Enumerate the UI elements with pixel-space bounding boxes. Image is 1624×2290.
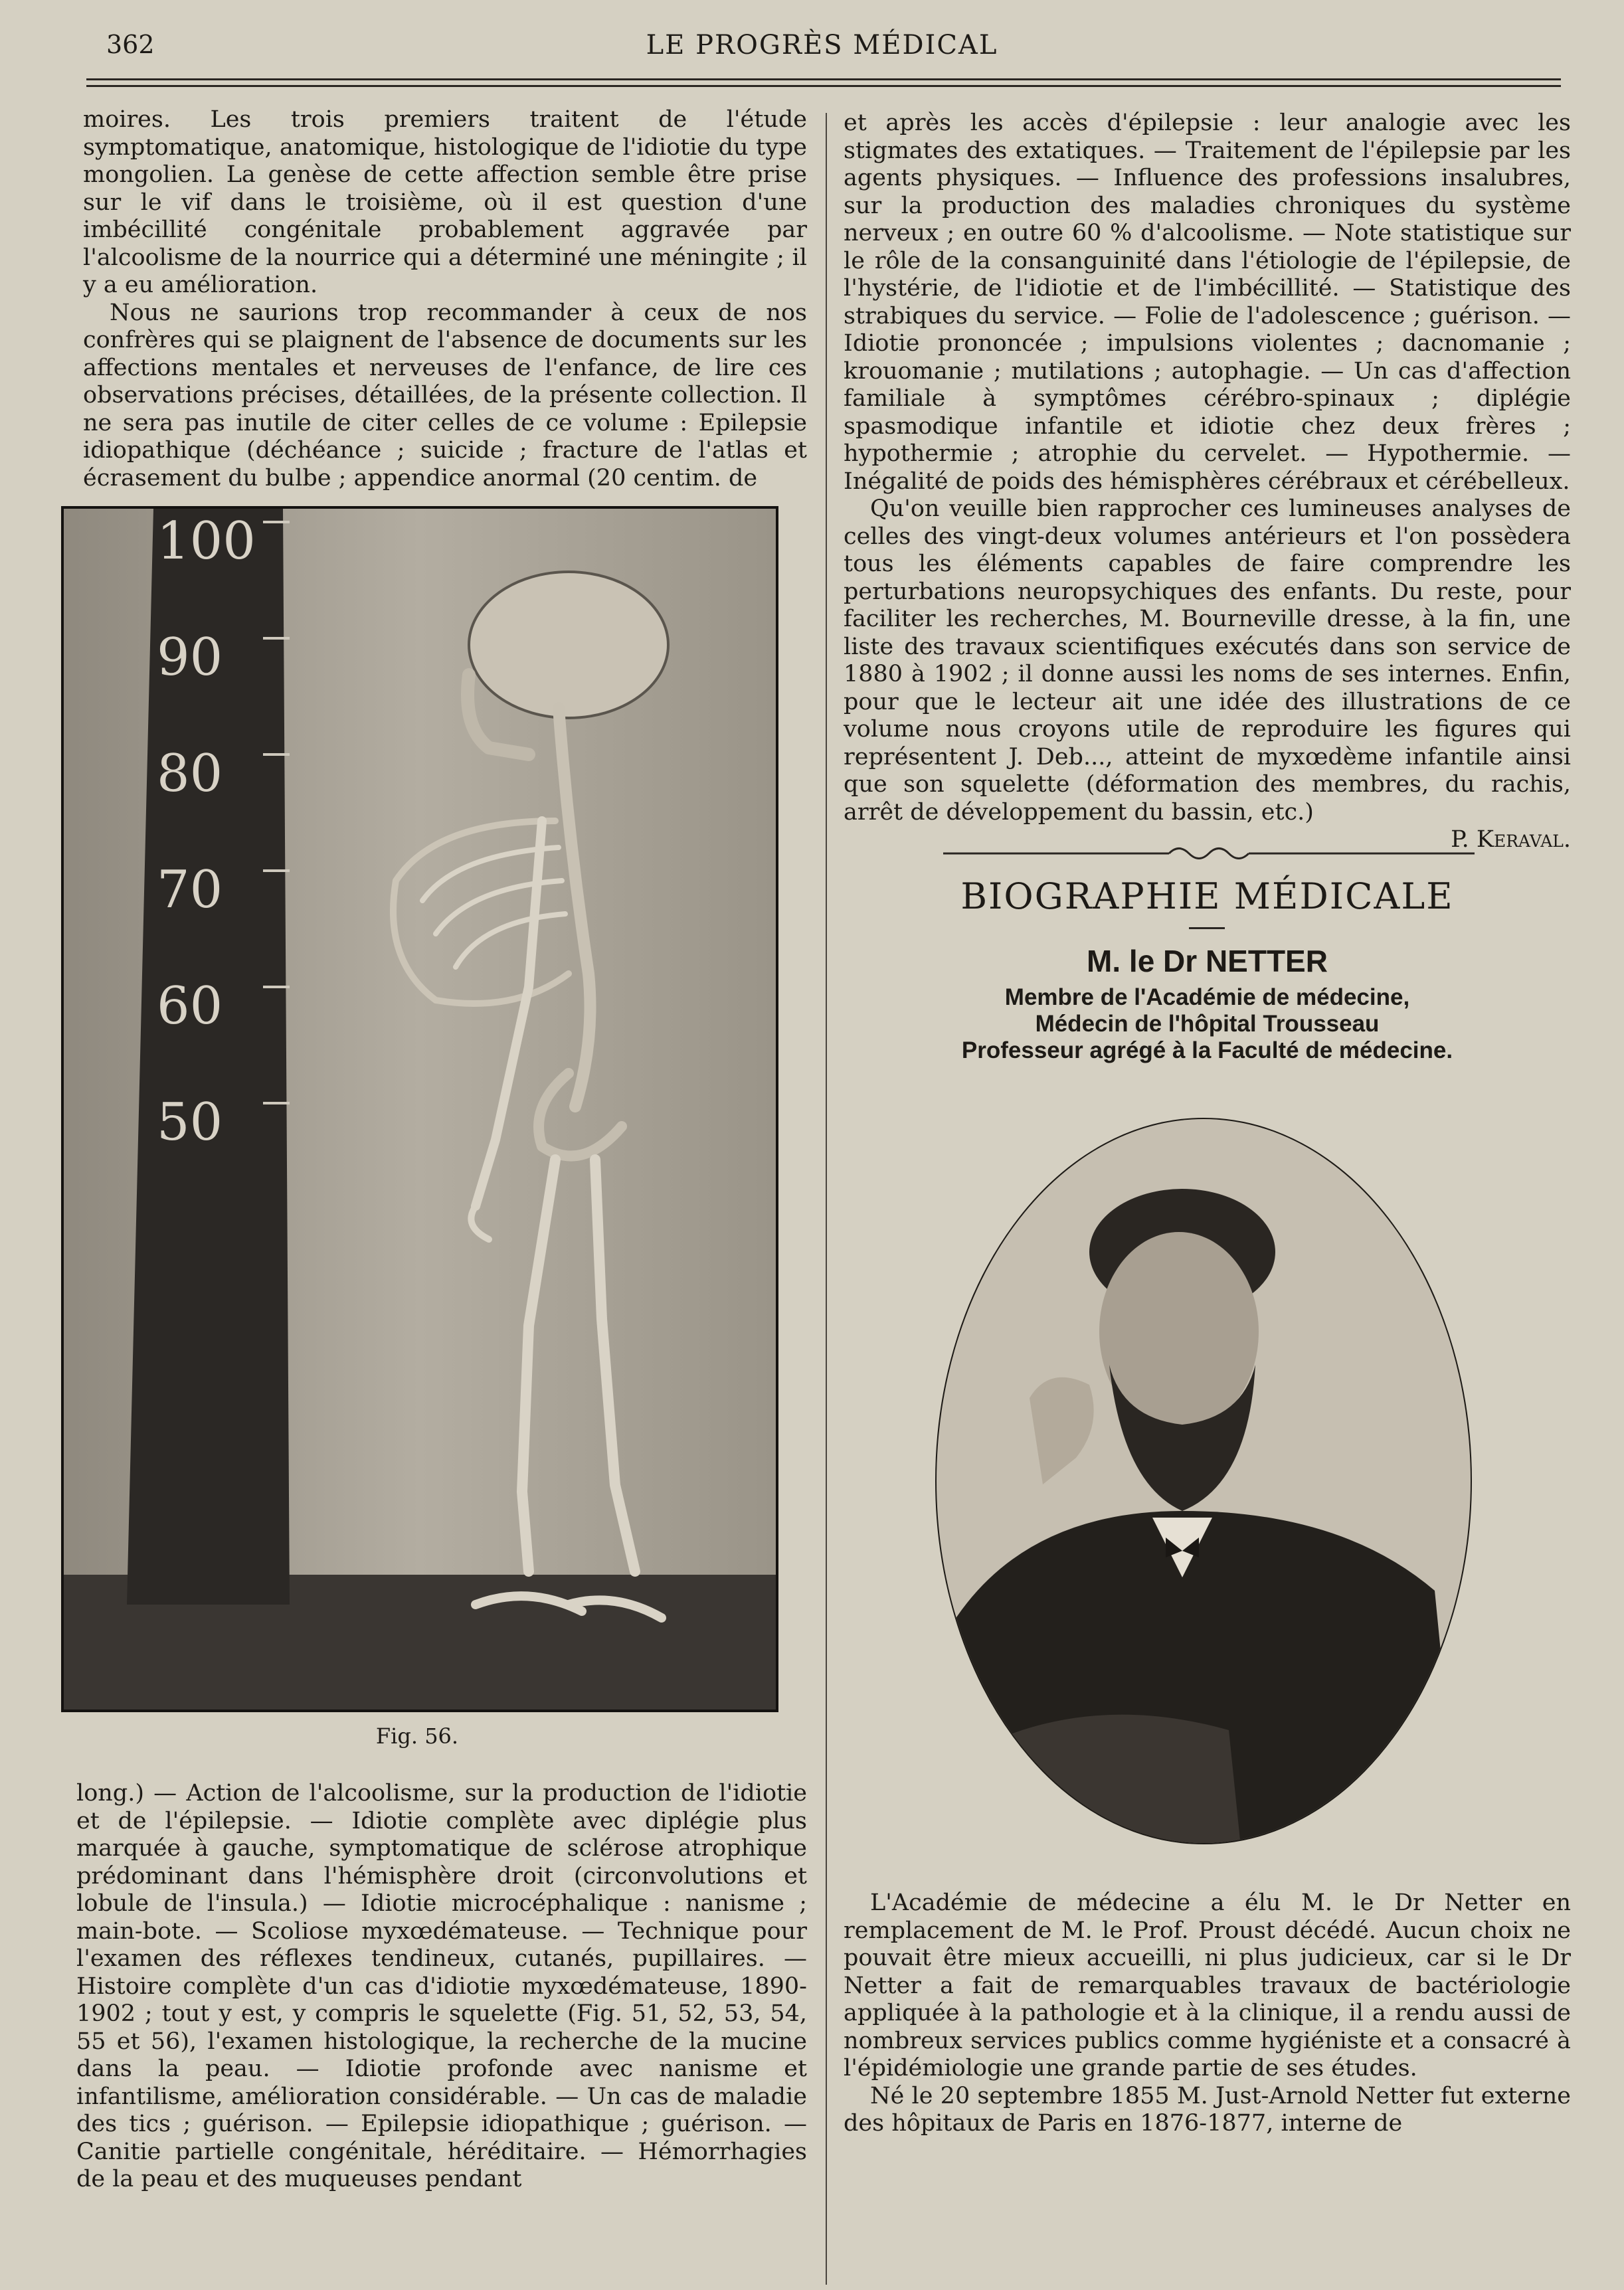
page-number: 362	[106, 30, 155, 59]
ornamental-divider	[943, 840, 1475, 867]
paragraph: Né le 20 septembre 1855 M. Just-Arnold Netter fut externe des hôpitaux de Paris en 1876-1877, interne de	[844, 2082, 1571, 2137]
paragraph: L'Académie de médecine a élu M. le Dr Netter en remplacement de M. le Prof. Proust décédé. Aucun choix ne pouvait être mieux accueilli, ni plus judicieux, car si le Dr Netter a fait de remarquables travaux de bactériologie appliquée à la pathologie et à la clinique, il a rendu aussi de nombreux services publics comme hygiéniste et a consacré à l'épidémiologie une grande partie de ses études.	[844, 1890, 1571, 2081]
paragraph: Qu'on veuille bien rapprocher ces lumineuses analyses de celles des vingt-deux volumes antérieurs et l'on possèdera tous les éléments capables de faire comprendre les perturbations neuropsychiques des enfants. Du reste, pour faciliter les recherches, M. Bourneville dresse, à la fin, une liste des travaux scientifiques exécutés dans son service de 1880 à 1902 ; il donne aussi les noms de ses internes. Enfin, pour que le lecteur ait une idée des illustrations de ce volume nous croyons utile de reproduire les figures qui représentent J. Deb..., atteint de myxœdème infantile ainsi que son squelette (déformation des membres, du rachis, arrêt de développement du bassin, etc.)	[844, 495, 1571, 826]
scale-label: 100	[157, 511, 256, 571]
section-title: BIOGRAPHIE MÉDICALE	[960, 875, 1454, 917]
right-column-top-text	[844, 110, 1571, 854]
title-line: Professeur agrégé à la Faculté de médecine.	[961, 1037, 1453, 1063]
title-line: Médecin de l'hôpital Trousseau	[1035, 1011, 1380, 1037]
biography-text	[844, 1890, 1571, 2138]
scale-label: 90	[157, 628, 223, 687]
scale-label: 60	[157, 976, 223, 1036]
header-rule-top	[86, 78, 1561, 80]
paragraph: Nous ne saurions trop recommander à ceux de nos confrères qui se plaignent de l'absence de documents sur les affections mentales et nerveuses de l'enfance, de lire ces observations précises, détaillées, de la présente collection. Il ne sera pas inutile de citer celles de ce volume : Epilepsie idiopathique (déchéance ; suicide ; fracture de l'atlas et écrasement du bulbe ; appendice anormal (20 centim. de	[83, 299, 807, 491]
header-rule-bottom	[86, 85, 1561, 87]
biography-name: M. le Dr NETTER	[1087, 944, 1328, 978]
column-divider	[826, 113, 827, 2285]
title-line: Membre de l'Académie de médecine,	[1004, 984, 1410, 1010]
left-column-top-text	[83, 106, 807, 492]
page-header	[86, 30, 1558, 70]
paragraph: et après les accès d'épilepsie : leur analogie avec les stigmates des extatiques. — Traitement de l'épilepsie par les agents physiques. — Influence des professions insalubres, sur la production des maladies chroniques du système nerveux ; en outre 60 % d'alcoolisme. — Note statistique sur le rôle de la consanguinité dans l'étiologie de l'épilepsie, de l'hystérie, de l'idiotie et de l'imbécillité. — Statistique des strabiques du service. — Folie de l'adolescence ; guérison. — Idiotie prononcée ; impulsions violentes ; dacnomanie ; krouomanie ; mutilations ; autophagie. — Un cas d'affection familiale à symptômes cérébro-spinaux ; diplégie spasmodique infantile et idiotie chez deux frères ; hypothermie ; atrophie du cervelet. — Hypothermie. — Inégalité de poids des hémisphères cérébraux et cérébelleux.	[844, 110, 1571, 495]
title-dash	[1189, 927, 1225, 929]
biography-titles	[844, 984, 1571, 1064]
paragraph: moires. Les trois premiers traitent de l'étude symptomatique, anatomique, histologique de l'idiotie du type mongolien. La genèse de cette affection semble être prise sur le vif dans le troisième, où il est question d'une imbécillité congénitale probablement aggravée par l'alcoolisme de la nourrice qui a déterminé une méningite ; il y a eu amélioration.	[83, 106, 807, 298]
left-column-bottom-text	[76, 1780, 807, 2194]
scale-label: 70	[157, 860, 223, 920]
skeleton-photograph	[64, 509, 776, 1710]
paragraph: long.) — Action de l'alcoolisme, sur la production de l'idiotie et de l'épilepsie. — Idiotie complète avec diplégie plus marquée à gauche, symptomatique de sclérose atrophique prédominant dans l'hémisphère droit (circonvolutions et lobule de l'insula.) — Idiotie microcéphalique : nanisme ; main-bote. — Scoliose myxœdémateuse. — Technique pour l'examen des réflexes tendineux, cutanés, pupillaires. — Histoire complète d'un cas d'idiotie myxœdémateuse, 1890-1902 ; tout y est, y compris le squelette (Fig. 51, 52, 53, 54, 55 et 56), l'examen histologique, la recherche de la mucine dans la peau. — Idiotie profonde avec nanisme et infantilisme, amélioration considérable. — Un cas de maladie des tics ; guérison. — Epilepsie idiopathique ; guérison. — Canitie partielle congénitale, héréditaire. — Hémorrhagies de la peau et des muqueuses pendant	[76, 1780, 807, 2192]
scale-label: 50	[157, 1093, 223, 1152]
signature: P. Keraval.	[1451, 826, 1571, 853]
skeleton-figure	[61, 506, 778, 1712]
portrait-engraving	[930, 1112, 1478, 1860]
running-title: LE PROGRÈS MÉDICAL	[646, 30, 998, 60]
scale-label: 80	[157, 744, 223, 804]
portrait-image	[930, 1112, 1478, 1860]
figure-caption: Fig. 56.	[375, 1723, 459, 1749]
